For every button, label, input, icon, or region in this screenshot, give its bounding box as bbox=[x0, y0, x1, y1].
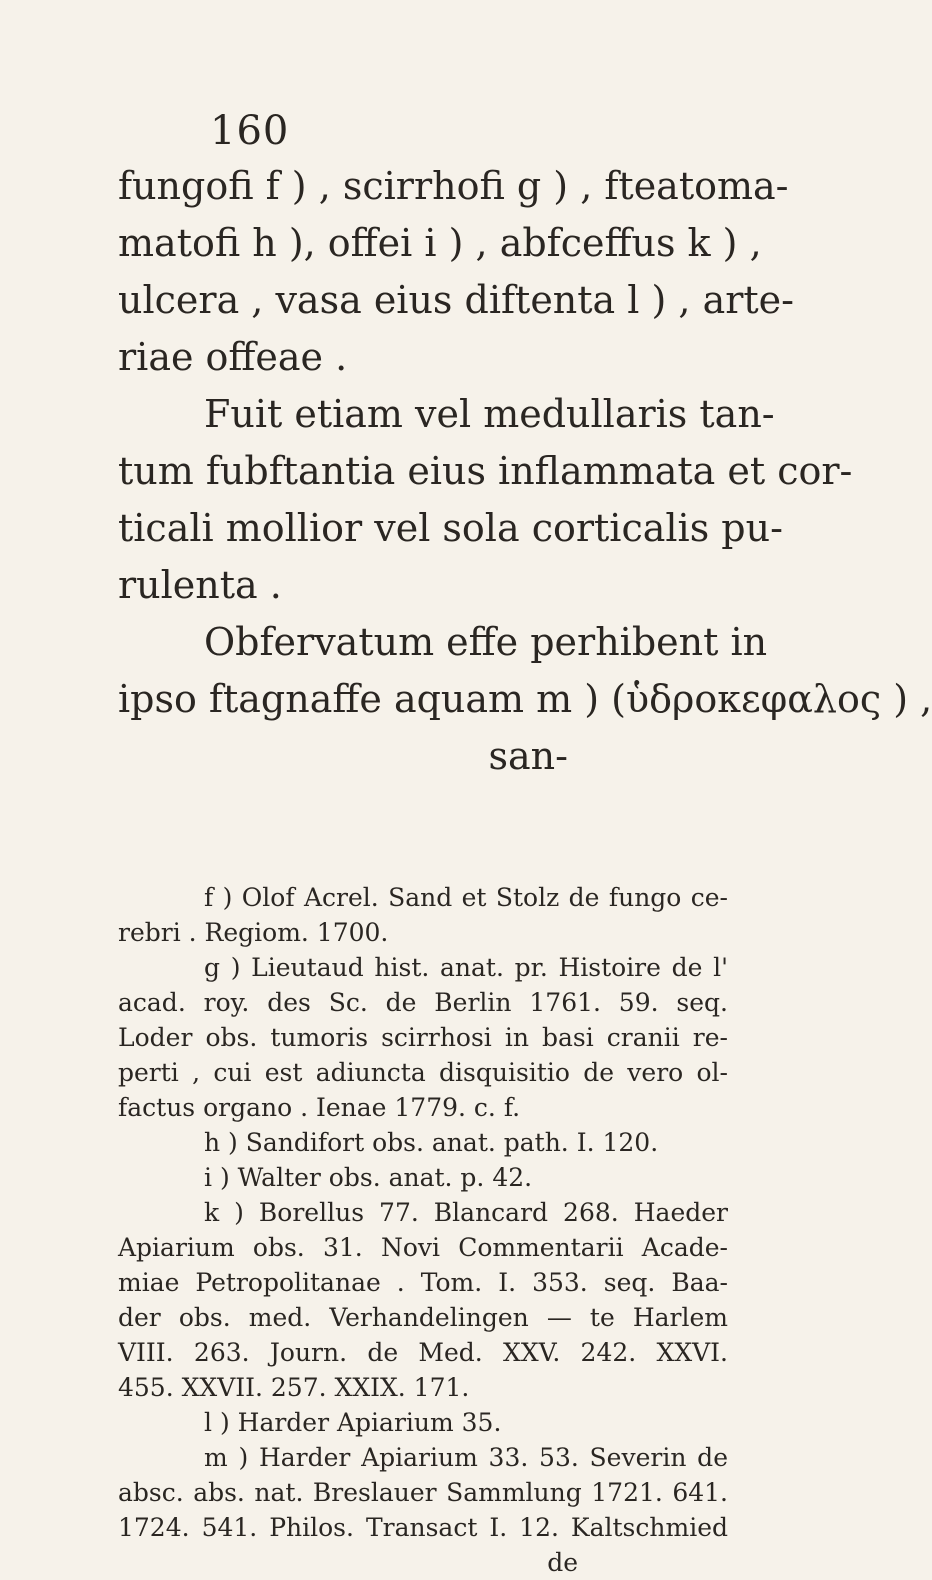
catchword: san- bbox=[488, 734, 568, 778]
body-line: Obfervatum effe perhibent in bbox=[204, 620, 768, 664]
footnotes-block bbox=[118, 880, 728, 1580]
body-line: ticali mollior vel sola corticalis pu- bbox=[118, 506, 783, 550]
body-line: tum fubftantia eius inflammata et cor- bbox=[118, 449, 853, 493]
footnote-line: rebri . Regiom. 1700. bbox=[118, 918, 389, 947]
footnote-line: Loder obs. tumoris scirrhosi in basi cranii re- bbox=[118, 1023, 728, 1052]
footnote-line: perti , cui est adiuncta disquisitio de vero ol- bbox=[118, 1058, 728, 1087]
footnote-line: Apiarium obs. 31. Novi Commentarii Acade- bbox=[118, 1233, 728, 1262]
footnote-line: absc. abs. nat. Breslauer Sammlung 1721. 641. bbox=[118, 1478, 728, 1507]
footnote-line: 455. XXVII. 257. XXIX. 171. bbox=[118, 1373, 470, 1402]
footnote-line: factus organo . Ienae 1779. c. f. bbox=[118, 1093, 521, 1122]
body-line: Fuit etiam vel medullaris tan- bbox=[204, 392, 775, 436]
body-line: rulenta . bbox=[118, 563, 282, 607]
footnote-line: VIII. 263. Journ. de Med. XXV. 242. XXVI. bbox=[118, 1338, 728, 1367]
footnote-line: der obs. med. Verhandelingen — te Harlem bbox=[118, 1303, 728, 1332]
footnote-line: h ) Sandifort obs. anat. path. I. 120. bbox=[204, 1128, 659, 1157]
footnote-line: f ) Olof Acrel. Sand et Stolz de fungo ce- bbox=[204, 883, 728, 912]
footnote-line: g ) Lieutaud hist. anat. pr. Histoire de l' bbox=[204, 953, 728, 982]
body-line: riae offeae . bbox=[118, 335, 348, 379]
footnote-line: acad. roy. des Sc. de Berlin 1761. 59. seq. bbox=[118, 988, 728, 1017]
footnote-line: k ) Borellus 77. Blancard 268. Haeder bbox=[204, 1198, 728, 1227]
body-line: fungofi f ) , scirrhofi g ) , fteatoma- bbox=[118, 164, 789, 208]
footnote-line: miae Petropolitanae . Tom. I. 353. seq. Baa- bbox=[118, 1268, 728, 1297]
main-text-block bbox=[118, 158, 932, 785]
body-line: matofi h ), offei i ) , abfceffus k ) , bbox=[118, 221, 762, 265]
body-line: ipso ftagnaffe aquam m ) (ὑδροκεφαλος ) , bbox=[118, 677, 932, 721]
body-line: ulcera , vasa eius diftenta l ) , arte- bbox=[118, 278, 795, 322]
footnote-line: l ) Harder Apiarium 35. bbox=[204, 1408, 502, 1437]
footnote-catchword: de bbox=[547, 1548, 578, 1577]
page-number: 160 bbox=[210, 108, 290, 154]
footnote-line: m ) Harder Apiarium 33. 53. Severin de bbox=[204, 1443, 728, 1472]
footnote-line: i ) Walter obs. anat. p. 42. bbox=[204, 1163, 533, 1192]
footnote-line: 1724. 541. Philos. Transact I. 12. Kaltschmied bbox=[118, 1513, 728, 1542]
